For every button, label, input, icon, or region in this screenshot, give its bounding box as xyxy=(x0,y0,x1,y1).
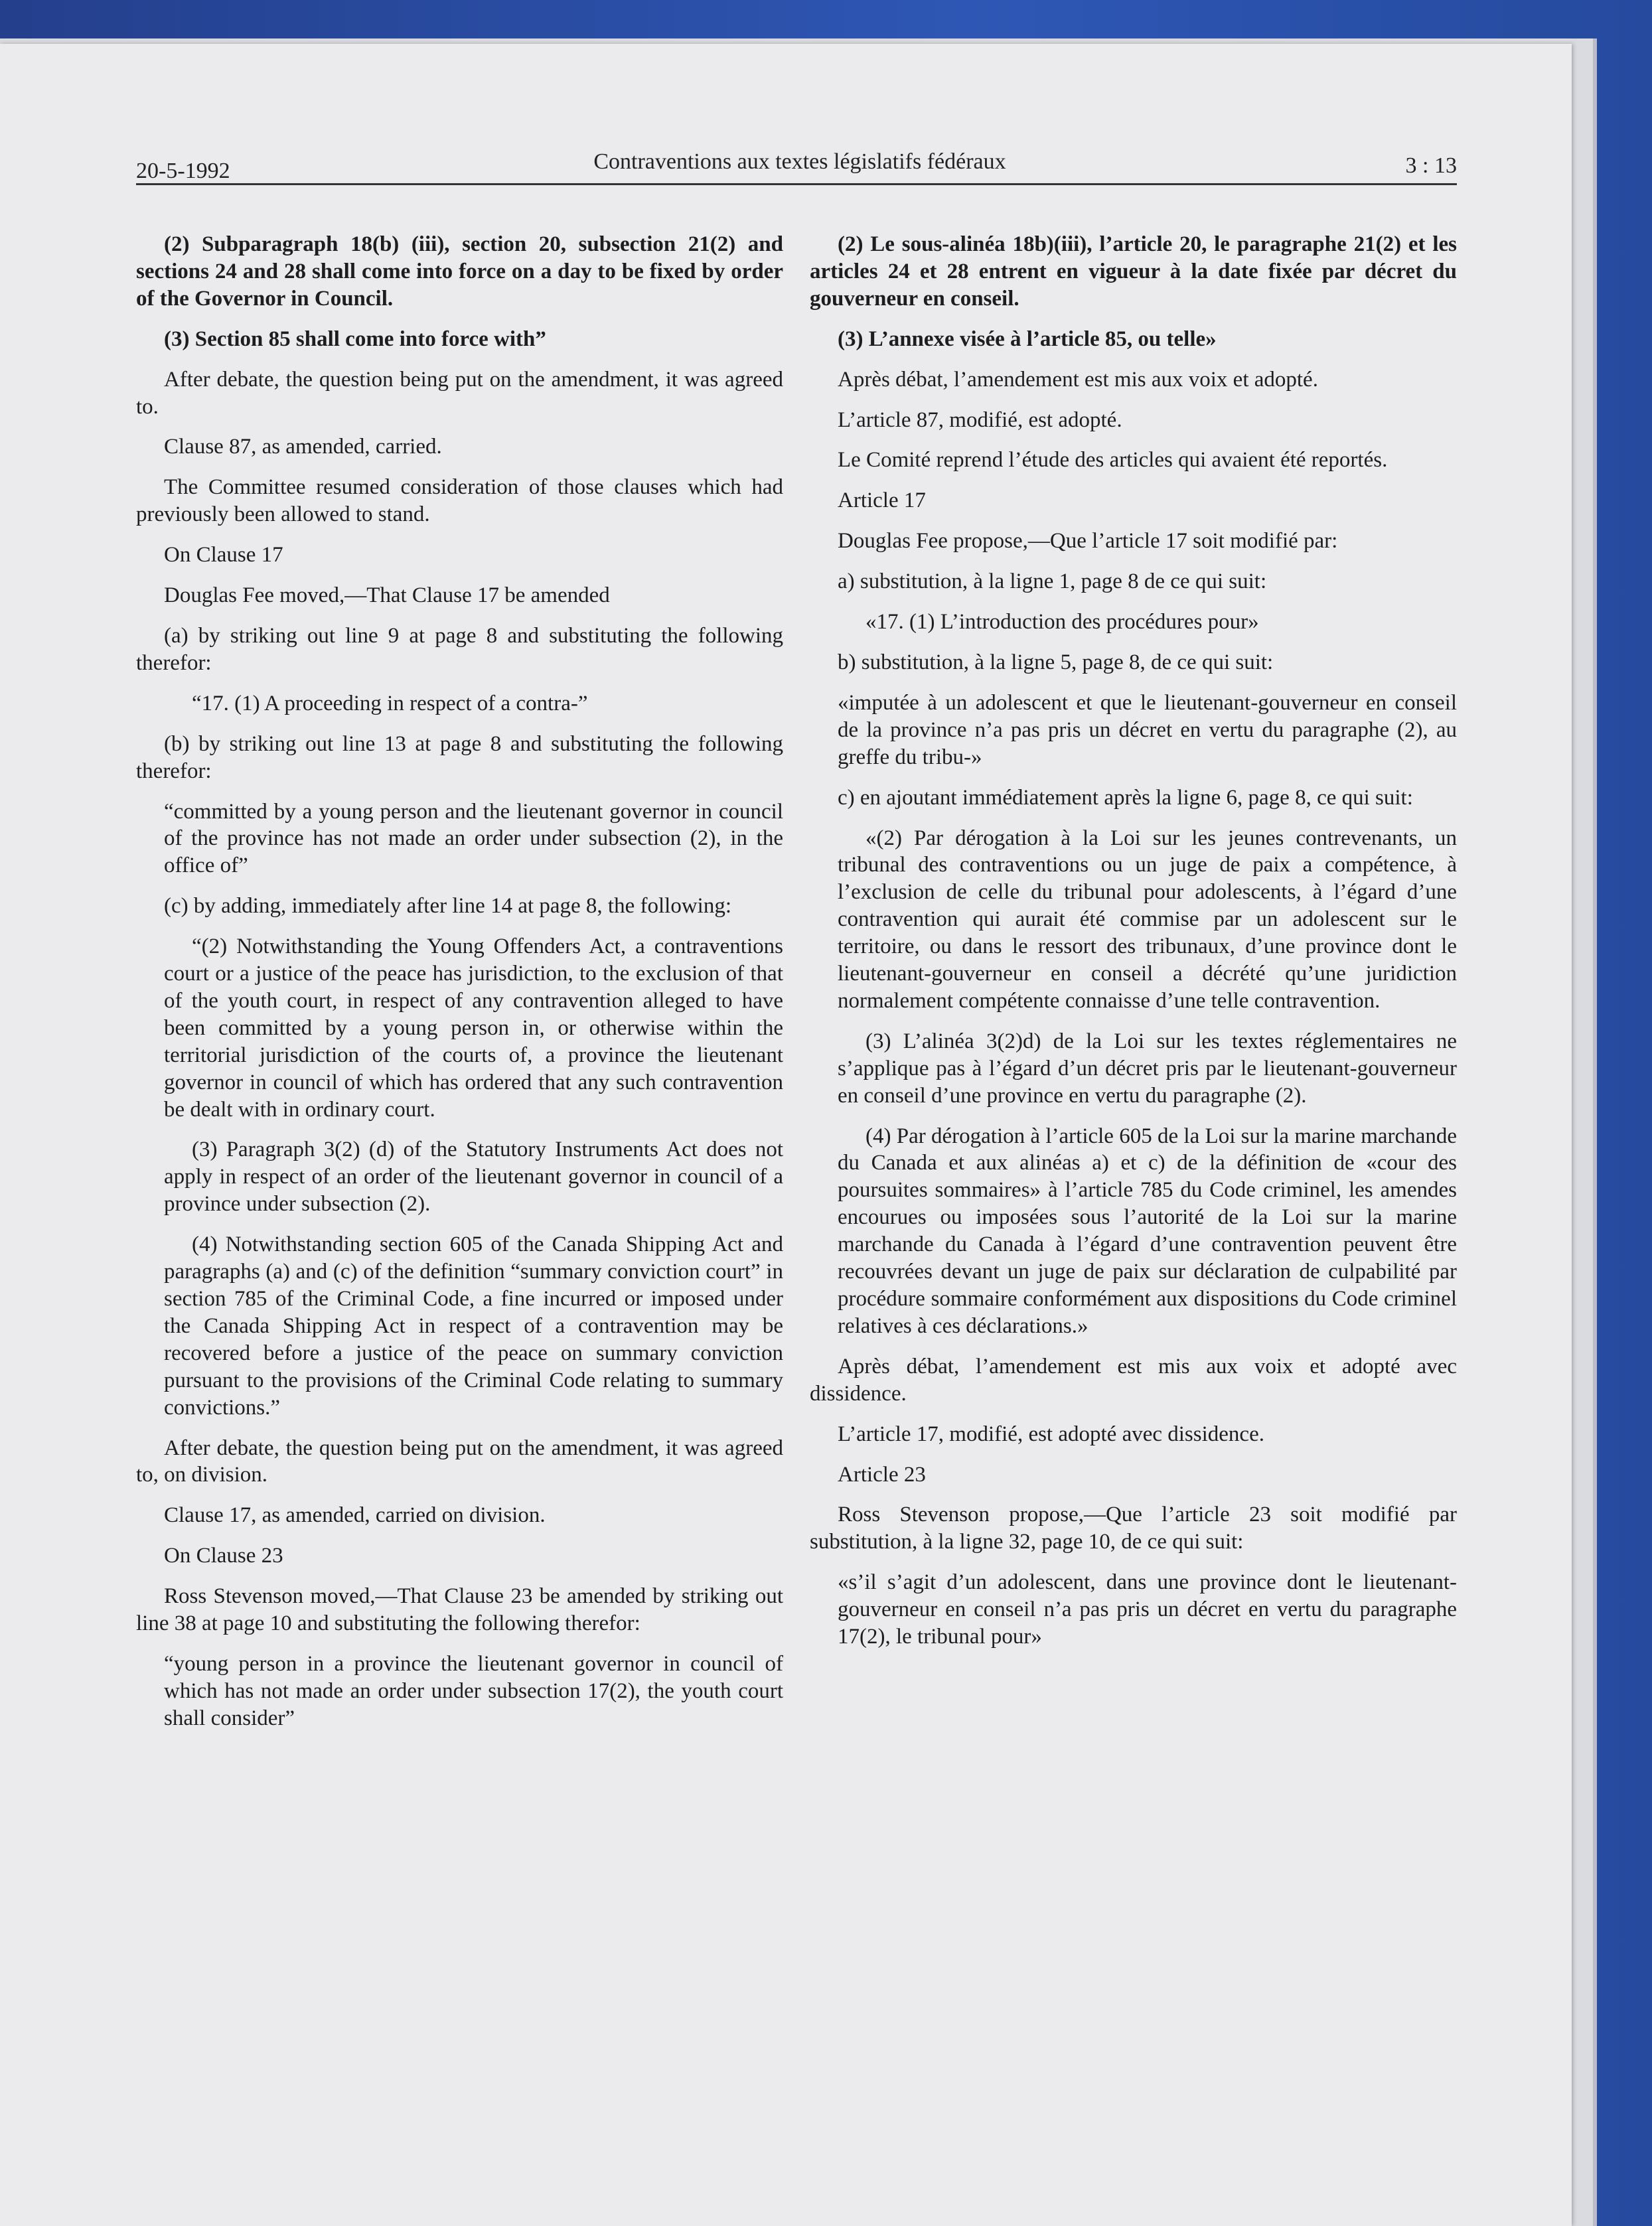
english-paragraph: (2) Subparagraph 18(b) (iii), section 20, subsection 21(2) and sections 24 and 28 shall come into force on a day to be fixed by order of the Governor in Council. xyxy=(136,232,783,311)
french-paragraph: Article 17 xyxy=(838,488,926,513)
header-date: 20-5-1992 xyxy=(136,159,230,183)
header-rule xyxy=(136,183,1457,185)
french-paragraph: L’article 17, modifié, est adopté avec dissidence. xyxy=(838,1422,1264,1446)
french-paragraph: «(2) Par dérogation à la Loi sur les jeunes contrevenants, un tribunal des contraventions ou un juge de paix a compétence, à l’exclusion de celle du tribunal pour adolescents, à l’égard d’une contravention qui aurait été commise par un adolescent sur le territoire, ou dans le ressort des tribunaux, d’une province dont le lieutenant-gouverneur en conseil a décrété qu’une juridiction normalement compétente connaisse d’une telle contravention. xyxy=(838,826,1457,1013)
french-paragraph: Après débat, l’amendement est mis aux voix et adopté avec dissidence. xyxy=(810,1354,1457,1406)
english-paragraph: (b) by striking out line 13 at page 8 and substituting the following therefor: xyxy=(136,731,783,783)
french-paragraph: Le Comité reprend l’étude des articles qui avaient été reportés. xyxy=(838,448,1388,473)
english-paragraph: (a) by striking out line 9 at page 8 and substituting the following therefor: xyxy=(136,623,783,675)
french-paragraph: «imputée à un adolescent et que le lieutenant-gouverneur en conseil de la province n’a pas pris un décret en vertu du paragraphe (2), au greffe du tribu-» xyxy=(838,690,1457,769)
french-paragraph: Après débat, l’amendement est mis aux voix et adopté. xyxy=(838,367,1318,392)
english-paragraph: (c) by adding, immediately after line 14 at page 8, the following: xyxy=(164,894,731,919)
french-column xyxy=(810,231,1457,1664)
english-paragraph: Clause 17, as amended, carried on division. xyxy=(164,1503,546,1528)
english-paragraph: After debate, the question being put on the amendment, it was agreed to. xyxy=(136,367,783,419)
french-paragraph: c) en ajoutant immédiatement après la ligne 6, page 8, ce qui suit: xyxy=(838,785,1413,810)
english-column xyxy=(136,231,783,1745)
english-paragraph: (3) Section 85 shall come into force with” xyxy=(164,327,546,351)
english-paragraph: The Committee resumed consideration of those clauses which had previously been allowed to stand. xyxy=(136,475,783,527)
header-title: Contraventions aux textes législatifs fédéraux xyxy=(593,149,1006,174)
french-paragraph: (4) Par dérogation à l’article 605 de la Loi sur la marine marchande du Canada et aux alinéas a) et c) de la définition de «cour des poursuites sommaires» à l’article 785 du Code criminel, les amendes encourues ou imposées sous l’autorité de la Loi sur la marine marchande du Canada à l’égard d’une contravention peuvent être recouvrées devant un juge de paix sur déclaration de culpabilité par procédure sommaire conformément aux dispositions du Code criminel relatives à ces déclarations.» xyxy=(838,1124,1457,1338)
french-paragraph: «s’il s’agit d’un adolescent, dans une province dont le lieutenant-gouverneur en conseil n’a pas pris un décret en vertu du paragraphe 17(2), le tribunal pour» xyxy=(838,1570,1457,1649)
english-paragraph: After debate, the question being put on the amendment, it was agreed to, on division. xyxy=(136,1436,783,1487)
french-paragraph: Ross Stevenson propose,—Que l’article 23 soit modifié par substitution, à la ligne 32, page 10, de ce qui suit: xyxy=(810,1503,1457,1554)
english-paragraph: (3) Paragraph 3(2) (d) of the Statutory Instruments Act does not apply in respect of an order of the lieutenant governor in council of a province under subsection (2). xyxy=(164,1138,783,1217)
french-paragraph: (3) L’alinéa 3(2)d) de la Loi sur les textes réglementaires ne s’applique pas à l’égard d’un décret pris par le lieutenant-gouverneur en conseil d’une province en vertu du paragraphe (2). xyxy=(838,1029,1457,1108)
english-paragraph: On Clause 23 xyxy=(164,1544,283,1568)
english-paragraph: On Clause 17 xyxy=(164,543,283,567)
english-paragraph: Douglas Fee moved,—That Clause 17 be amended xyxy=(164,583,610,608)
french-paragraph: «17. (1) L’introduction des procédures pour» xyxy=(865,610,1259,634)
header-page-number: 3 : 13 xyxy=(1405,153,1457,178)
french-paragraph: Douglas Fee propose,—Que l’article 17 soit modifié par: xyxy=(838,529,1338,554)
french-paragraph: a) substitution, à la ligne 1, page 8 de ce qui suit: xyxy=(838,569,1267,594)
french-paragraph: Article 23 xyxy=(838,1462,926,1487)
french-paragraph: (3) L’annexe visée à l’article 85, ou telle» xyxy=(838,327,1217,351)
english-paragraph: “17. (1) A proceeding in respect of a contra-” xyxy=(192,691,588,715)
english-paragraph: “young person in a province the lieutenant governor in council of which has not made an order under subsection 17(2), the youth court shall consider” xyxy=(164,1651,783,1730)
english-paragraph: Clause 87, as amended, carried. xyxy=(164,435,442,459)
english-paragraph: (4) Notwithstanding section 605 of the Canada Shipping Act and paragraphs (a) and (c) of the definition “summary conviction court” in section 785 of the Criminal Code, a fine incurred or imposed under the Canada Shipping Act in respect of a contravention may be recovered before a justice of the peace on summary conviction pursuant to the provisions of the Criminal Code relating to summary convictions.” xyxy=(164,1232,783,1420)
french-paragraph: b) substitution, à la ligne 5, page 8, de ce qui suit: xyxy=(838,650,1274,674)
english-paragraph: “committed by a young person and the lieutenant governor in council of the province has not made an order under subsection (2), in the office of” xyxy=(164,799,783,878)
english-paragraph: “(2) Notwithstanding the Young Offenders Act, a contraventions court or a justice of the peace has jurisdiction, to the exclusion of that of the youth court, in respect of any contravention alleged to have been committed by a young person in, or otherwise within the territorial jurisdiction of the courts of, a province the lieutenant governor in council of which has ordered that any such contravention be dealt with in ordinary court. xyxy=(164,934,783,1122)
french-paragraph: L’article 87, modifié, est adopté. xyxy=(838,408,1122,432)
french-paragraph: (2) Le sous-alinéa 18b)(iii), l’article 20, le paragraphe 21(2) et les articles 24 et 28 entrent en vigueur à la date fixée par décret du gouverneur en conseil. xyxy=(810,232,1457,311)
english-paragraph: Ross Stevenson moved,—That Clause 23 be amended by striking out line 38 at page 10 and substituting the following therefor: xyxy=(136,1584,783,1636)
